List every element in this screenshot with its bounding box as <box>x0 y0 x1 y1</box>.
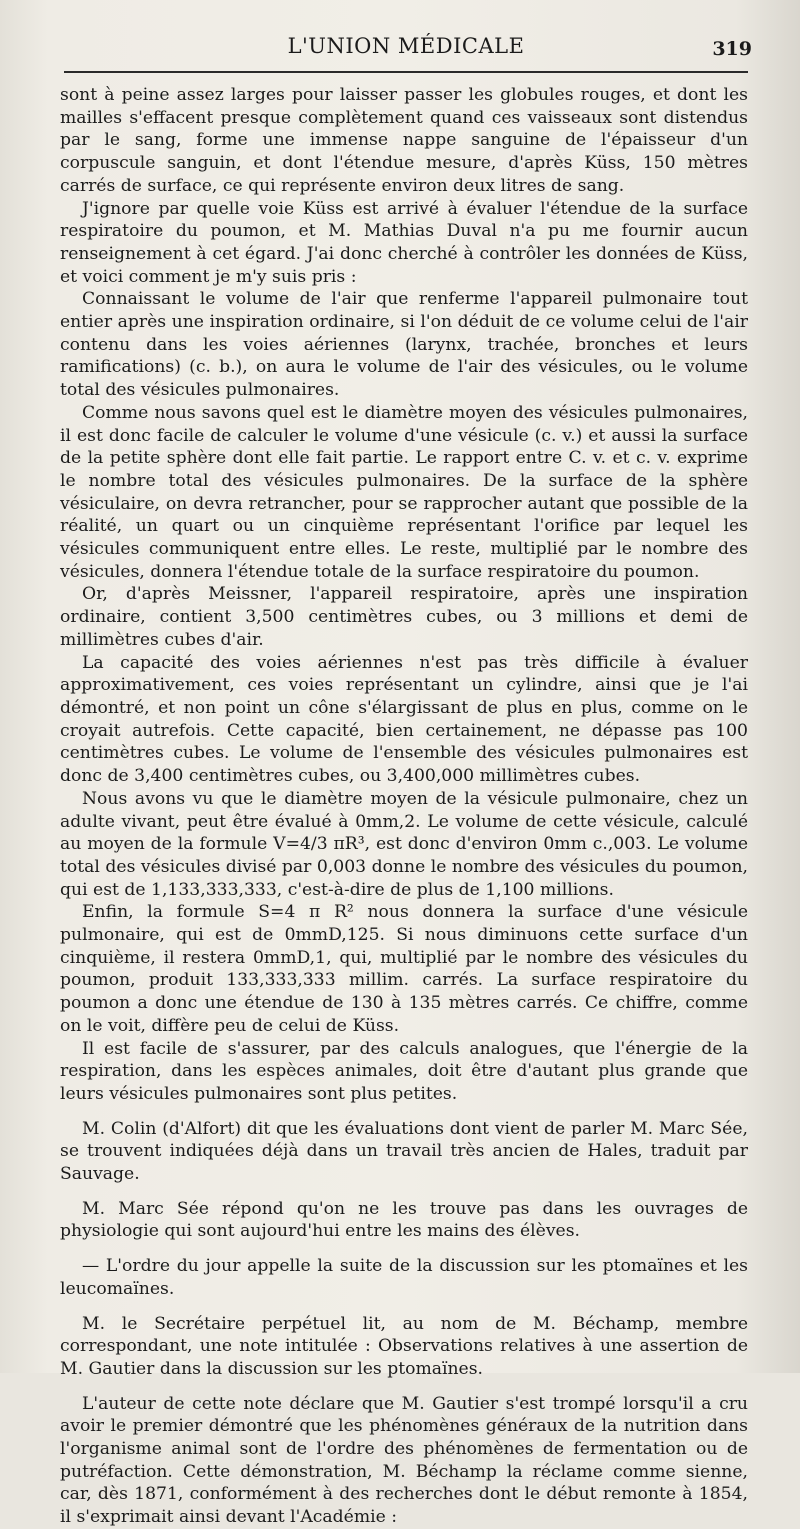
paragraph-secretaire: M. le Secrétaire perpétuel lit, au nom de M. Béchamp, membre correspondant, une note intitulée : Observations relatives à une assertion de M. Gautier dans la discussion sur les ptomaïnes. <box>60 1313 748 1379</box>
paragraph-1: sont à peine assez larges pour laisser passer les globules rouges, et dont les mailles s'effacent presque complètement quand ces vaisseaux sont distendus par le sang, forme une immense nappe sanguine de l'épaisseur d'un corpuscule sanguin, et dont l'étendue mesure, d'après Küss, 150 mètres carrés de surface, ce qui représente environ deux litres de sang. <box>60 85 748 196</box>
header-rule <box>64 71 748 73</box>
page-number: 319 <box>712 38 752 60</box>
paragraph-marc-see: M. Marc Sée répond qu'on ne les trouve pas dans les ouvrages de physiologie qui sont aujourd'hui entre les mains des élèves. <box>60 1198 748 1242</box>
page-header <box>60 30 752 68</box>
paragraph-3: Connaissant le volume de l'air que renferme l'appareil pulmonaire tout entier après une inspiration ordinaire, si l'on déduit de ce volume celui de l'air contenu dans les voies aériennes (larynx, trachée, bronches et leurs ramifications) (c. b.), on aura le volume de l'air des vésicules, ou le volume total des vésicules pulmonaires. <box>60 289 748 401</box>
running-title: L'UNION MÉDICALE <box>287 34 525 58</box>
paragraph-ordre-du-jour: — L'ordre du jour appelle la suite de la discussion sur les ptomaïnes et les leucomaïnes. <box>60 1256 748 1299</box>
paragraph-colin: M. Colin (d'Alfort) dit que les évaluations dont vient de parler M. Marc Sée, se trouvent indiquées déjà dans un travail très ancien de Hales, traduit par Sauvage. <box>60 1118 748 1185</box>
paragraph-6: La capacité des voies aériennes n'est pas très difficile à évaluer approximativement, ces voies représentant un cylindre, ainsi que je l'ai démontré, et non point un cône s'élargissant de plus en plus, comme on le croyait autrefois. Cette capacité, bien certainement, ne dépasse pas 100 centimètres cubes. Le volume de l'ensemble des vésicules pulmonaires est donc de 3,400 centimètres cubes, ou 3,400,000 millimètres cubes. <box>60 652 748 787</box>
paragraph-auteur: L'auteur de cette note déclare que M. Gautier s'est trompé lorsqu'il a cru avoir le premier démontré que les phénomènes généraux de la nutrition dans l'organisme animal sont de l'ordre des phénomènes de fermentation ou de putréfaction. Cette démonstration, M. Béchamp la réclame comme sienne, car, dès 1871, conformément à des recherches dont le début remonte à 1854, il s'exprimait ainsi devant l'Académie : <box>60 1393 748 1528</box>
article-body <box>60 84 748 1529</box>
paragraph-2: J'ignore par quelle voie Küss est arrivé à évaluer l'étendue de la surface respiratoire du poumon, et M. Mathias Duval n'a pu me fournir aucun renseignement à cet égard. J'ai donc cherché à contrôler les données de Küss, et voici comment je m'y suis pris : <box>60 198 748 287</box>
paragraph-5: Or, d'après Meissner, l'appareil respiratoire, après une inspiration ordinaire, contient 3,500 centimètres cubes, ou 3 millions et demi de millimètres cubes d'air. <box>60 584 748 650</box>
paragraph-7: Nous avons vu que le diamètre moyen de la vésicule pulmonaire, chez un adulte vivant, peut être évalué à 0mm,2. Le volume de cette vésicule, calculé au moyen de la formule V=4/3 πR³, est donc d'environ 0mm c.,003. Le volume total des vésicules divisé par 0,003 donne le nombre des vésicules du poumon, qui est de 1,133,333,333, c'est-à-dire de plus de 1,100 millions. <box>60 788 748 900</box>
paragraph-9: Il est facile de s'assurer, par des calculs analogues, que l'énergie de la respiration, dans les espèces animales, doit être d'autant plus grande que leurs vésicules pulmonaires sont plus petites. <box>60 1038 748 1104</box>
paragraph-4: Comme nous savons quel est le diamètre moyen des vésicules pulmonaires, il est donc facile de calculer le volume d'une vésicule (c. v.) et aussi la surface de la petite sphère dont elle fait partie. Le rapport entre C. v. et c. v. exprime le nombre total des vésicules pulmonaires. De la surface de la sphère vésiculaire, on devra retrancher, pour se rapprocher autant que possible de la réalité, un quart ou un cinquième représentant l'orifice par lequel les vésicules communiquent entre elles. Le reste, multiplié par le nombre des vésicules, donnera l'étendue totale de la surface respiratoire du poumon. <box>60 402 748 582</box>
paragraph-8: Enfin, la formule S=4 π R² nous donnera la surface d'une vésicule pulmonaire, qui est de 0mmD,125. Si nous diminuons cette surface d'un cinquième, il restera 0mmD,1, qui, multiplié par le nombre des vésicules du poumon, produit 133,333,333 millim. carrés. La surface respiratoire du poumon a donc une étendue de 130 à 135 mètres carrés. Ce chiffre, comme on le voit, diffère peu de celui de Küss. <box>60 902 748 1036</box>
